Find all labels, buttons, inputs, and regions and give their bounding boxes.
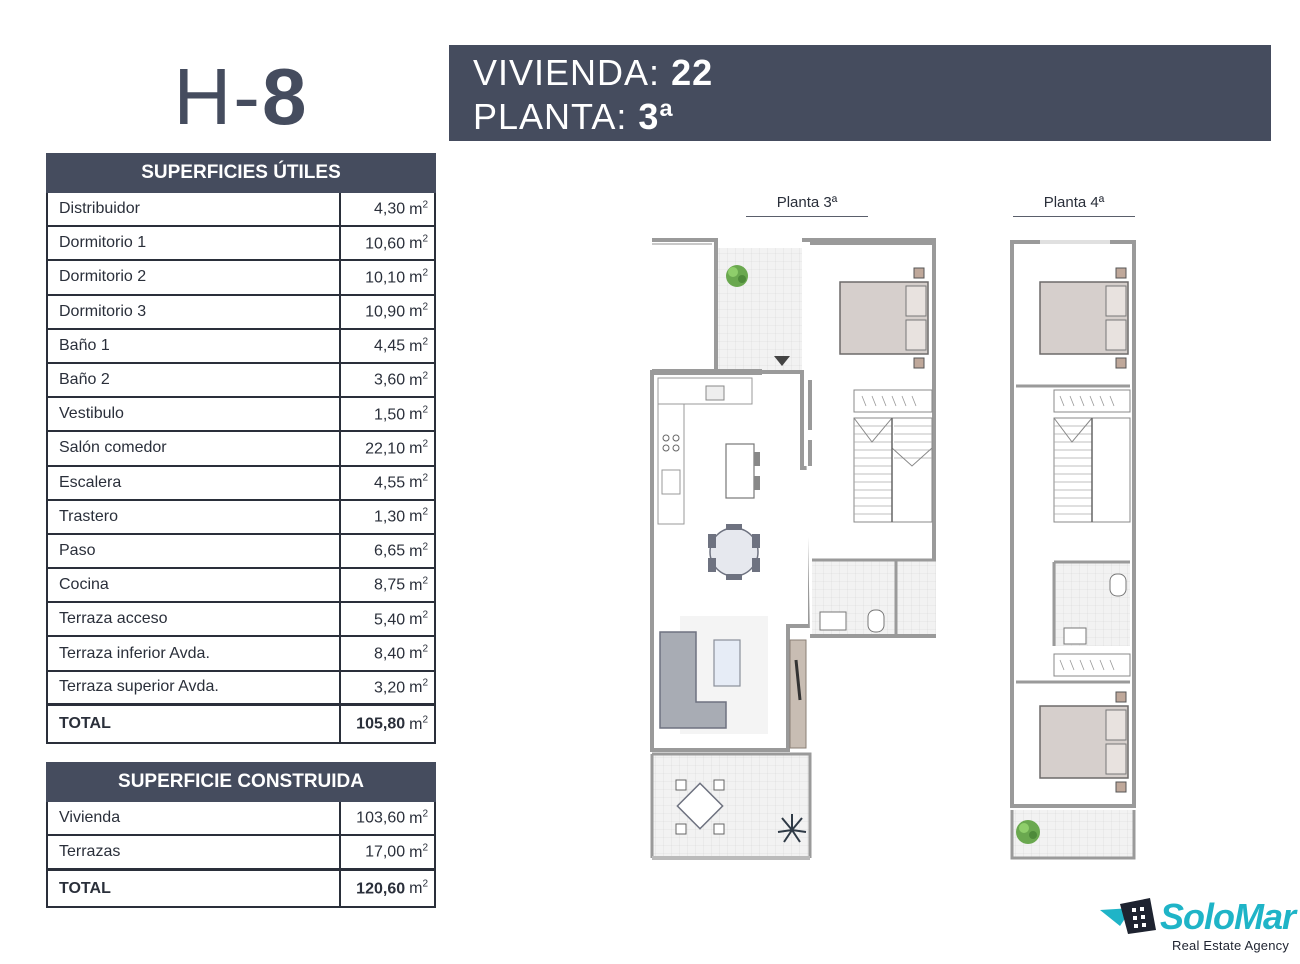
area-label: Terraza inferior Avda. — [47, 636, 340, 670]
area-unit: $m^2$ — [409, 808, 428, 827]
total-value: 120,60 — [356, 880, 406, 898]
sink-icon — [820, 612, 846, 630]
toilet-icon-upper — [1110, 574, 1126, 596]
area-label: Paso — [47, 534, 340, 568]
planta-value: 3ª — [638, 96, 674, 137]
area-label: Distribuidor — [47, 192, 340, 226]
plan-title-left: Planta 3ª — [746, 194, 868, 217]
area-unit: $m^2$ — [409, 404, 428, 423]
area-row — [47, 568, 435, 602]
area-row — [47, 602, 435, 636]
area-label: Terrazas — [47, 835, 340, 869]
area-row — [47, 363, 435, 397]
area-value: 10,60 — [365, 234, 406, 252]
area-row — [47, 192, 435, 226]
area-value: 5,40 — [373, 611, 406, 628]
area-label: Baño 1 — [47, 329, 340, 363]
area-value-cell — [340, 260, 435, 294]
area-row — [47, 431, 435, 465]
header-banner — [449, 45, 1271, 141]
area-unit: $m^2$ — [409, 541, 428, 560]
area-value-cell — [340, 226, 435, 260]
area-value: 6,65 — [373, 542, 406, 560]
vivienda-line — [473, 51, 1271, 95]
area-label: Vivienda — [47, 801, 340, 835]
sink-icon-upper — [1064, 628, 1086, 644]
area-value-cell — [340, 431, 435, 465]
area-value-cell — [340, 636, 435, 670]
area-label: Dormitorio 2 — [47, 260, 340, 294]
area-unit: $m^2$ — [409, 609, 428, 628]
area-label: Dormitorio 3 — [47, 295, 340, 329]
area-row — [47, 835, 435, 869]
total-value-cell — [340, 869, 435, 907]
area-row — [47, 226, 435, 260]
solomar-logo — [1098, 894, 1298, 960]
area-unit: $m^2$ — [409, 842, 428, 861]
planta-line — [473, 95, 1271, 139]
toilet-icon — [868, 610, 884, 632]
plan-title-right: Planta 4ª — [1013, 194, 1135, 217]
area-value: 17,00 — [365, 843, 406, 861]
floor-plan-planta-3 — [652, 240, 936, 858]
area-value: 3,60 — [373, 371, 406, 389]
area-unit: $m^2$ — [409, 643, 428, 663]
area-value: 8,75 — [373, 576, 406, 594]
coffee-table — [714, 640, 740, 686]
area-unit: $m^2$ — [409, 336, 428, 355]
area-value: 10,10 — [365, 269, 406, 287]
plant-icon — [726, 265, 748, 287]
area-unit: $m^2$ — [409, 714, 428, 733]
area-row — [47, 636, 435, 670]
area-value-cell — [340, 192, 435, 226]
useful-areas-table — [46, 153, 436, 744]
area-value-cell — [340, 671, 435, 705]
area-value: 4,45 — [373, 337, 406, 355]
area-value-cell — [340, 295, 435, 329]
area-unit: $m^2$ — [409, 677, 428, 697]
plant-icon-upper — [1016, 820, 1040, 844]
area-value: 4,55 — [373, 474, 406, 492]
area-row — [47, 534, 435, 568]
area-row — [47, 466, 435, 500]
entrance-terrace — [716, 248, 802, 372]
useful-areas-title: SUPERFICIES ÚTILES — [47, 154, 435, 192]
area-value: 10,90 — [365, 303, 406, 321]
area-value: 3,20 — [373, 679, 406, 697]
area-unit: $m^2$ — [409, 472, 428, 492]
area-unit: $m^2$ — [409, 438, 428, 458]
dining-table — [710, 528, 758, 576]
area-value-cell — [340, 801, 435, 835]
house-building-icon — [1098, 896, 1160, 936]
area-value: 1,50 — [373, 405, 406, 423]
area-value-cell — [340, 397, 435, 431]
planta-label: PLANTA: — [473, 96, 628, 137]
unit-code-prefix: H- — [173, 52, 262, 141]
breakfast-bar — [726, 444, 754, 498]
total-label: TOTAL — [47, 869, 340, 907]
area-row — [47, 671, 435, 705]
area-value: 22,10 — [365, 440, 406, 458]
unit-code — [46, 52, 436, 142]
area-label: Salón comedor — [47, 431, 340, 465]
logo-brand: SoloMar — [1160, 896, 1296, 937]
kitchen-counter — [658, 378, 752, 404]
vivienda-label: VIVIENDA: — [473, 52, 661, 93]
area-unit: $m^2$ — [409, 878, 428, 898]
area-value-cell — [340, 329, 435, 363]
area-label: Escalera — [47, 466, 340, 500]
area-row — [47, 397, 435, 431]
total-value: 105,80 — [356, 715, 406, 733]
built-area-table — [46, 762, 436, 908]
area-label: Dormitorio 1 — [47, 226, 340, 260]
area-value-cell — [340, 534, 435, 568]
area-unit: $m^2$ — [409, 575, 428, 594]
area-value: 1,30 — [373, 508, 406, 526]
area-label: Vestibulo — [47, 397, 340, 431]
area-value-cell — [340, 835, 435, 869]
area-unit: $m^2$ — [409, 199, 428, 218]
area-row — [47, 295, 435, 329]
area-row — [47, 329, 435, 363]
area-unit: $m^2$ — [409, 507, 428, 526]
built-area-title: SUPERFICIE CONSTRUIDA — [47, 763, 435, 801]
vivienda-value: 22 — [671, 52, 714, 93]
area-row — [47, 500, 435, 534]
total-label: TOTAL — [47, 705, 340, 743]
area-row — [47, 801, 435, 835]
area-value-cell — [340, 363, 435, 397]
area-unit: $m^2$ — [409, 301, 428, 321]
area-label: Baño 2 — [47, 363, 340, 397]
unit-code-number: 8 — [261, 52, 309, 141]
area-unit: $m^2$ — [409, 267, 428, 287]
floor-plans — [640, 230, 1150, 870]
area-unit: $m^2$ — [409, 233, 428, 252]
lower-terrace — [652, 754, 810, 858]
total-row — [47, 869, 435, 907]
area-value-cell — [340, 568, 435, 602]
logo-tagline: Real Estate Agency — [1172, 938, 1290, 953]
area-label: Cocina — [47, 568, 340, 602]
area-label: Trastero — [47, 500, 340, 534]
floor-plan-planta-4 — [1012, 242, 1134, 858]
staircase — [854, 418, 932, 522]
area-label: Terraza acceso — [47, 602, 340, 636]
area-value-cell — [340, 500, 435, 534]
area-row — [47, 260, 435, 294]
area-value: 103,60 — [356, 809, 406, 827]
area-unit: $m^2$ — [409, 370, 428, 389]
wardrobe — [854, 390, 932, 412]
total-value-cell — [340, 705, 435, 743]
area-value: 8,40 — [373, 645, 406, 663]
total-row — [47, 705, 435, 743]
area-value-cell — [340, 466, 435, 500]
area-value: 4,30 — [373, 200, 406, 218]
area-value-cell — [340, 602, 435, 636]
area-label: Terraza superior Avda. — [47, 671, 340, 705]
